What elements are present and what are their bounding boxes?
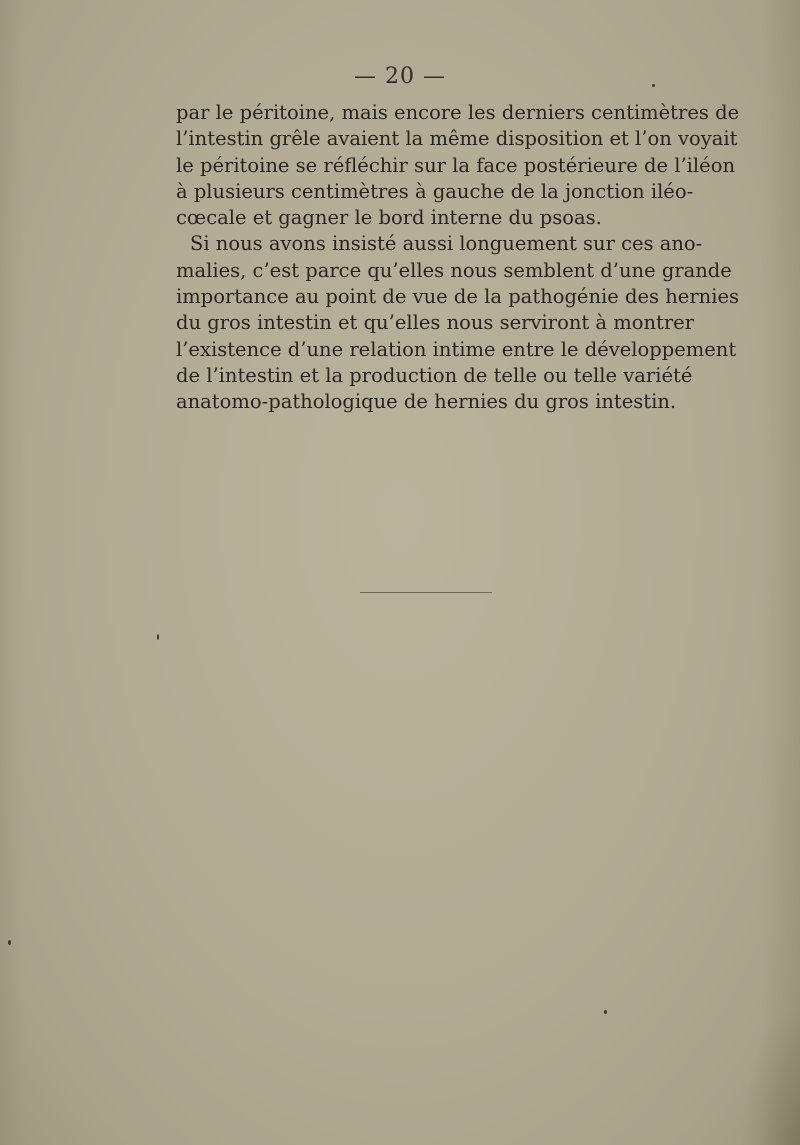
section-end-rule	[360, 592, 492, 593]
text-line: l’existence d’une relation intime entre le développement	[176, 337, 737, 361]
text-line: Si nous avons insisté aussi longuement sur ces ano-	[190, 232, 703, 256]
page-corner-stain	[740, 1005, 800, 1145]
text-line: de l’intestin et la production de telle ou telle variété	[176, 363, 693, 387]
text-line: anatomo-pathologique de hernies du gros intestin.	[176, 390, 677, 414]
paper-speck	[652, 84, 655, 87]
body-text	[176, 100, 740, 416]
text-line: l’intestin grêle avaient la même disposition et l’on voyait	[176, 127, 738, 151]
text-line: le péritoine se réfléchir sur la face postérieure de l’iléon	[176, 153, 735, 177]
text-line: importance au point de vue de la pathogénie des hernies	[176, 285, 739, 309]
paper-speck	[157, 634, 159, 640]
page-edge-shadow-left	[0, 0, 25, 1145]
paper-speck	[8, 940, 11, 945]
page-number: — 20 —	[354, 64, 446, 89]
page-edge-shadow-right	[760, 0, 800, 1145]
paper-speck	[604, 1010, 607, 1014]
text-line: malies, c’est parce qu’elles nous semblent d’une grande	[176, 258, 732, 282]
text-line: par le péritoine, mais encore les derniers centimètres de	[176, 101, 740, 124]
text-line: à plusieurs centimètres à gauche de la jonction iléo-	[176, 179, 694, 203]
text-line: cœcale et gagner le bord interne du psoas.	[176, 206, 602, 230]
text-line: du gros intestin et qu’elles nous serviront à montrer	[176, 311, 695, 335]
